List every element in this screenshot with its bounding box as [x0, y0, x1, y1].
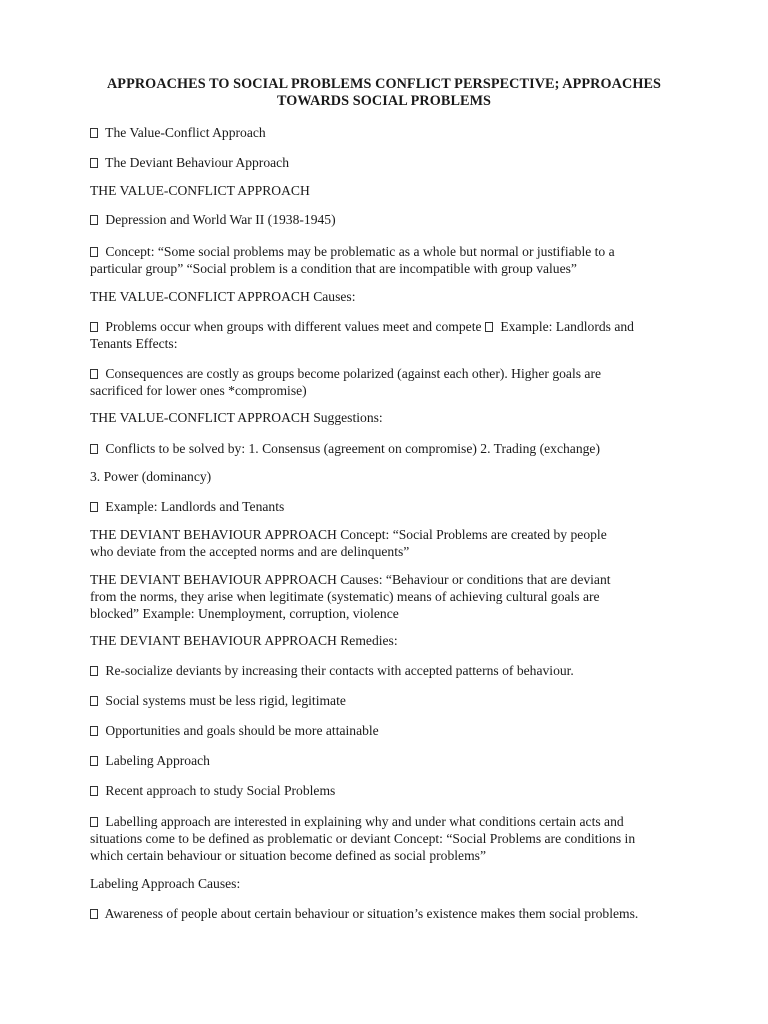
bullet-box-icon	[90, 666, 98, 676]
bullet-item	[90, 752, 690, 769]
bullet-text: Depression and World War II (1938-1945)	[102, 212, 336, 227]
bullet-box-icon	[90, 158, 98, 168]
paragraph-line: THE DEVIANT BEHAVIOUR APPROACH Concept: “Social Problems are created by people	[90, 527, 607, 542]
paragraph-line: from the norms, they arise when legitimate (systematic) means of achieving cultural goals are	[90, 589, 600, 604]
bullet-box-icon	[90, 128, 98, 138]
section-heading: THE DEVIANT BEHAVIOUR APPROACH Remedies:	[90, 633, 398, 648]
section-heading: THE VALUE-CONFLICT APPROACH Causes:	[90, 289, 356, 304]
bullet-box-icon	[90, 909, 98, 919]
title-line-1: APPROACHES TO SOCIAL PROBLEMS CONFLICT PERSPECTIVE; APPROACHES	[106, 76, 662, 92]
bullet-item	[90, 124, 690, 141]
bullet-item	[90, 211, 690, 228]
section-heading: THE VALUE-CONFLICT APPROACH Suggestions:	[90, 410, 383, 425]
bullet-text: Conflicts to be solved by: 1. Consensus (agreement on compromise) 2. Trading (exchange)	[102, 441, 600, 456]
paragraph-line: THE DEVIANT BEHAVIOUR APPROACH Causes: “Behaviour or conditions that are deviant	[90, 572, 611, 587]
bullet-item	[90, 498, 690, 515]
bullet-text: Labeling Approach	[102, 753, 210, 768]
bullet-text: Example: Landlords and Tenants	[102, 499, 285, 514]
bullet-text: Opportunities and goals should be more attainable	[102, 723, 379, 738]
paragraph-line: who deviate from the accepted norms and are delinquents”	[90, 544, 410, 559]
section-heading: THE VALUE-CONFLICT APPROACH	[90, 183, 310, 198]
document-title	[60, 76, 708, 110]
paragraph	[90, 526, 688, 560]
bullet-box-icon	[90, 322, 98, 332]
bullet-item	[90, 782, 690, 799]
bullet-text: Social systems must be less rigid, legitimate	[102, 693, 346, 708]
paragraph	[90, 571, 688, 622]
bullet-box-icon	[90, 786, 98, 796]
bullet-box-icon	[90, 369, 98, 379]
bullet-box-icon	[90, 696, 98, 706]
paragraph-line: situations come to be defined as problematic or deviant Concept: “Social Problems are conditions in	[90, 831, 636, 846]
section-heading: Labeling Approach Causes:	[90, 876, 241, 891]
title-line-2: TOWARDS SOCIAL PROBLEMS	[276, 93, 492, 109]
paragraph	[90, 243, 688, 277]
paragraph-line: Problems occur when groups with different values meet and compete Example: Landlords and	[90, 318, 688, 335]
bullet-box-icon	[90, 247, 98, 257]
bullet-item	[90, 722, 690, 739]
paragraph	[90, 365, 688, 399]
bullet-box-icon	[90, 756, 98, 766]
bullet-box-icon	[90, 444, 98, 454]
paragraph-line: blocked” Example: Unemployment, corruption, violence	[90, 606, 399, 621]
paragraph	[90, 813, 688, 864]
paragraph	[90, 318, 688, 352]
bullet-text: Re-socialize deviants by increasing their contacts with accepted patterns of behaviour.	[102, 663, 574, 678]
bullet-box-icon	[90, 726, 98, 736]
list-continuation: 3. Power (dominancy)	[90, 469, 212, 484]
paragraph-line: particular group” “Social problem is a condition that are incompatible with group values”	[90, 261, 577, 276]
bullet-item	[90, 154, 690, 171]
bullet-text: Awareness of people about certain behaviour or situation’s existence makes them social problems.	[102, 906, 639, 921]
paragraph-line: sacrificed for lower ones *compromise)	[90, 383, 307, 398]
paragraph-line: which certain behaviour or situation become defined as social problems”	[90, 848, 486, 863]
paragraph-line: Consequences are costly as groups become polarized (against each other). Higher goals are	[90, 365, 688, 382]
bullet-item	[90, 692, 690, 709]
bullet-item	[90, 440, 690, 457]
bullet-box-icon	[485, 322, 493, 332]
bullet-item	[90, 662, 690, 679]
bullet-text: The Value-Conflict Approach	[102, 125, 266, 140]
bullet-box-icon	[90, 502, 98, 512]
paragraph-line: Concept: “Some social problems may be problematic as a whole but normal or justifiable to a	[90, 243, 688, 260]
bullet-item	[90, 905, 690, 922]
bullet-text: The Deviant Behaviour Approach	[102, 155, 289, 170]
bullet-box-icon	[90, 817, 98, 827]
paragraph-line: Labelling approach are interested in explaining why and under what conditions certain acts and	[90, 813, 688, 830]
bullet-box-icon	[90, 215, 98, 225]
paragraph-line: Tenants Effects:	[90, 336, 178, 351]
bullet-text: Recent approach to study Social Problems	[102, 783, 336, 798]
